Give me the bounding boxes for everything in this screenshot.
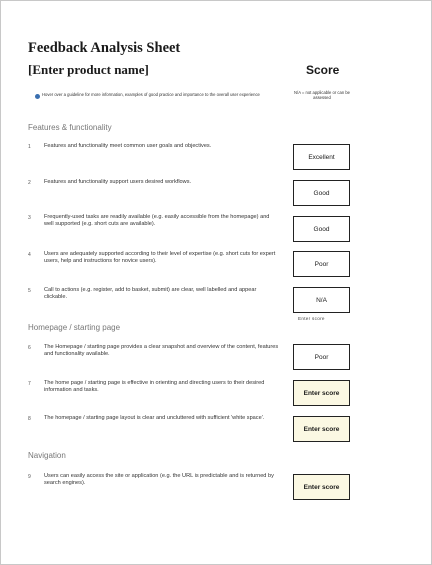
score-cell[interactable]: Good [293, 216, 350, 242]
item-number: 9 [28, 474, 31, 480]
enter-score-hint: Enter score [298, 316, 325, 321]
item-number: 1 [28, 144, 31, 150]
section-heading-features: Features & functionality [28, 123, 112, 132]
guideline-text: Features and functionality meet common user goals and objectives. [44, 143, 212, 149]
guideline-text: The Homepage / starting page provides a clear snapshot and overview of the content, features and functionality available. [44, 344, 279, 358]
hover-instruction: Hover over a guideline for more information, examples of good practice and importance to the overall user experience [42, 92, 260, 97]
item-number: 3 [28, 215, 31, 221]
item-number: 6 [28, 345, 31, 351]
score-cell[interactable]: Poor [293, 344, 350, 370]
item-number: 5 [28, 288, 31, 294]
section-heading-navigation: Navigation [28, 451, 66, 460]
item-number: 8 [28, 416, 31, 422]
item-number: 2 [28, 180, 31, 186]
score-cell[interactable]: Enter score [293, 474, 350, 500]
guideline-text: Features and functionality support users desired workflows. [44, 179, 192, 185]
guideline-text: The homepage / starting page layout is clear and uncluttered with sufficient 'white space'. [44, 415, 265, 421]
score-cell[interactable]: Good [293, 180, 350, 206]
score-cell[interactable]: Enter score [293, 380, 350, 406]
score-cell[interactable]: N/A [293, 287, 350, 313]
item-number: 4 [28, 252, 31, 258]
guideline-text: Users can easily access the site or application (e.g. the URL is predictable and is returned by search engines). [44, 473, 274, 487]
guideline-text: Call to actions (e.g. register, add to basket, submit) are clear, well labelled and appear clickable. [44, 287, 257, 301]
section-heading-homepage: Homepage / starting page [28, 323, 121, 332]
score-cell[interactable]: Poor [293, 251, 350, 277]
na-legend: N/A = not applicable or can be assessed [294, 90, 350, 101]
guideline-text: Users are adequately supported according to their level of expertise (e.g. short cuts for expert users, help and instructions for novice users). [44, 251, 276, 265]
guideline-text: The home page / starting page is effective in orienting and directing users to their desired information and tasks. [44, 380, 265, 394]
guideline-text: Frequently-used tasks are readily available (e.g. easily accessible from the homepage) and well supported (e.g. short cuts are available). [44, 214, 270, 228]
info-bullet-icon [35, 94, 40, 99]
item-number: 7 [28, 381, 31, 387]
score-cell[interactable]: Excellent [293, 144, 350, 170]
sheet-title: Feedback Analysis Sheet [28, 40, 181, 56]
product-name-field[interactable]: [Enter product name] [28, 62, 149, 77]
score-column-header: Score [306, 63, 340, 77]
score-cell[interactable]: Enter score [293, 416, 350, 442]
